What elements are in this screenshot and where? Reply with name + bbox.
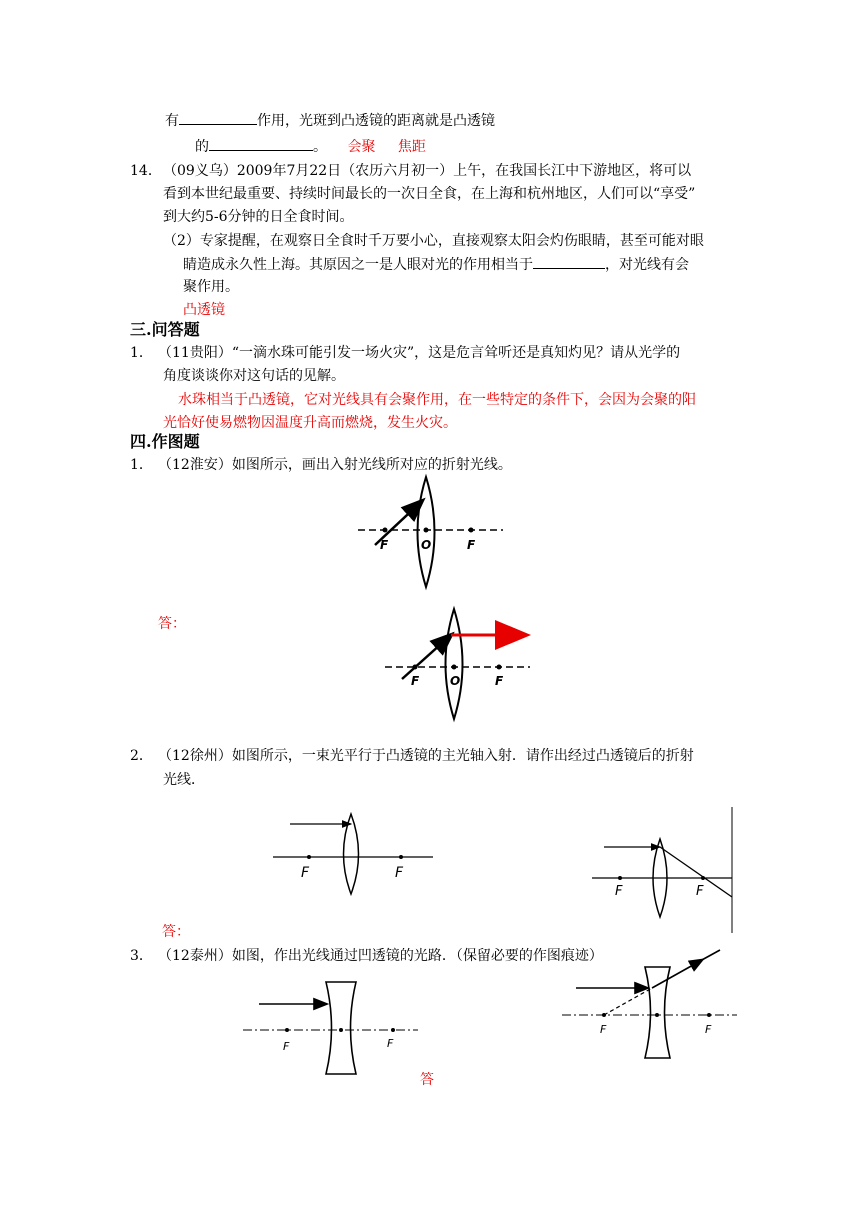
label-f-left: F <box>380 538 389 552</box>
focus-point-left <box>285 1028 289 1032</box>
answer-focal-length: 焦距 <box>397 139 426 155</box>
focus-point-left <box>618 876 622 880</box>
optical-center <box>339 1028 343 1032</box>
focus-point-left <box>307 855 311 859</box>
label-f-left: F <box>411 674 420 688</box>
section4-heading: 四.作图题 <box>130 432 200 451</box>
s4-q2-line1: （12徐州）如图所示，一束光平行于凸透镜的主光轴入射．请作出经过凸透镜后的折射 <box>158 748 694 764</box>
convex-lens <box>344 814 359 894</box>
focus-point-right <box>399 855 403 859</box>
label-f-right: F <box>495 674 504 688</box>
q14-sub-line1: （2）专家提醒，在观察日全食时千万要小心，直接观察太阳会灼伤眼睛，甚至可能对眼 <box>163 233 704 249</box>
diagram-concave-answer <box>562 952 742 1067</box>
q14-line2: 看到本世纪最重要、持续时间最长的一次日全食，在上海和杭州地区，人们可以“享受” <box>163 186 696 202</box>
refracted-ray-answer <box>652 960 702 988</box>
blank-3[interactable] <box>533 254 605 269</box>
blank-1[interactable] <box>179 110 257 125</box>
label-f-right: F <box>696 884 704 899</box>
convex-lens <box>446 609 463 719</box>
s3-q1-line2: 角度谈谈你对这句话的见解。 <box>163 368 345 384</box>
blank-2[interactable] <box>209 136 313 151</box>
focus-point-right <box>701 876 705 880</box>
label-f-left: F <box>301 865 310 881</box>
s4-q3-answer-label: 答 <box>420 1072 434 1088</box>
focus-point-right <box>391 1028 395 1032</box>
label-f-right: F <box>467 538 476 552</box>
focus-point-left <box>413 665 418 670</box>
label-f-right: F <box>395 865 404 881</box>
section3-heading: 三.问答题 <box>130 320 200 339</box>
focus-point-left <box>383 528 388 533</box>
incident-ray <box>402 635 451 679</box>
construction-line <box>604 988 652 1015</box>
diagram-parallel-question <box>273 812 438 912</box>
label-f-right: F <box>705 1023 712 1036</box>
s3-answer-line1: 水珠相当于凸透镜，它对光线具有会聚作用，在一些特定的条件下，会因为会聚的阳 <box>178 392 696 408</box>
focus-point-left <box>602 1013 606 1017</box>
diagram-convex-question <box>358 475 508 600</box>
refracted-ray-extension <box>700 950 720 961</box>
optical-center <box>452 665 457 670</box>
optical-center <box>655 1013 659 1017</box>
q14-line3: 到大约5-6分钟的日全食时间。 <box>163 209 354 225</box>
s3-answer-line2: 光恰好使易燃物因温度升高而燃烧，发生火灾。 <box>163 415 457 431</box>
label-f-left: F <box>283 1040 290 1053</box>
s4-q1-number: 1． <box>130 457 153 473</box>
label-o: O <box>421 538 432 552</box>
s3-q1-number: 1． <box>130 345 153 361</box>
q14-sub-line3: 聚作用。 <box>183 279 239 295</box>
s4-q2-answer-label: 答： <box>162 924 190 940</box>
focus-point-right <box>707 1013 711 1017</box>
q14-number: 14． <box>130 163 162 179</box>
focus-point-right <box>469 528 474 533</box>
s3-q1-line1: （11贵阳）“一滴水珠可能引发一场火灾”，这是危言耸听还是真知灼见？请从光学的 <box>158 345 681 361</box>
q14-line1: （09义乌）2009年7月22日（农历六月初一）上午，在我国长江中下游地区，将可以 <box>163 163 692 179</box>
q14-answer: 凸透镜 <box>183 302 225 318</box>
label-o: O <box>450 674 461 688</box>
s4-q1-answer-label: 答： <box>158 616 186 632</box>
s4-q2-line2: 光线． <box>163 772 205 788</box>
s4-q3-text: （12泰州）如图，作出光线通过凹透镜的光路．（保留必要的作图痕迹） <box>158 948 603 964</box>
optical-center <box>424 528 429 533</box>
s4-q1-text: （12淮安）如图所示，画出入射光线所对应的折射光线。 <box>158 457 512 473</box>
diagram-convex-answer <box>385 607 535 722</box>
s4-q3-number: 3． <box>130 948 153 964</box>
q13-line1: 有 作用，光斑到凸透镜的距离就是凸透镜 <box>165 110 495 131</box>
diagram-concave-question <box>243 980 423 1080</box>
label-f-left: F <box>600 1023 607 1036</box>
q13-line2: 的 。 会聚 焦距 <box>195 136 426 157</box>
diagram-parallel-answer <box>592 805 737 935</box>
label-f-left: F <box>615 884 623 899</box>
focus-point-right <box>497 665 502 670</box>
q14-sub-line2: 睛造成永久性上海。其原因之一是人眼对光的作用相当于 ，对光线有会 <box>183 254 689 275</box>
label-f-right: F <box>387 1037 394 1050</box>
answer-converge: 会聚 <box>347 139 376 155</box>
s4-q2-number: 2． <box>130 748 153 764</box>
